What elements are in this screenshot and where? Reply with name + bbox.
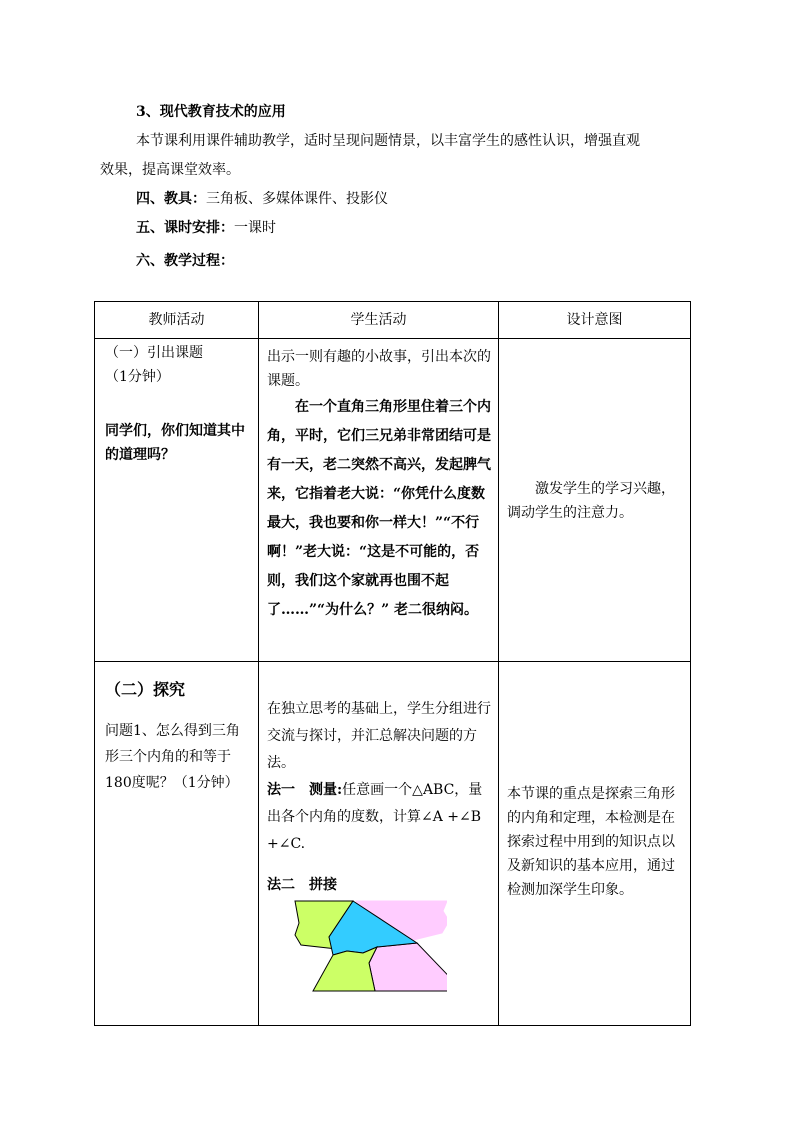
header-student: 学生活动 — [259, 302, 499, 339]
pink-piece-bottom — [369, 943, 447, 991]
method1-text: 任意画一个△ABC，量出各个内角的度数，计算∠A +∠B +∠C. — [267, 782, 483, 852]
teacher-question: 同学们，你们知道其中的道理吗？ — [105, 423, 245, 463]
design-text: 激发学生的学习兴趣，调动学生的注意力。 — [507, 481, 675, 521]
header-teacher: 教师活动 — [95, 302, 259, 339]
paragraph-line: 本节课利用课件辅助教学，适时呈现问题情景，以丰富学生的感性认识，增强直观 — [136, 133, 640, 149]
student-intro: 在独立思考的基础上，学生分组进行交流与探讨，并汇总解决问题的方法。 — [267, 701, 491, 771]
paragraph-line: 效果，提高课堂效率。 — [100, 162, 240, 178]
design-text: 本节课的重点是探索三角形的内角和定理，本检测是在探索过程中用到的知识点以及新知识的基本应用，通过检测加深学生印象。 — [507, 785, 675, 898]
student-intro: 出示一则有趣的小故事，引出本次的课题。 — [267, 349, 491, 389]
process-heading: 六、教学过程： — [136, 253, 234, 269]
section-heading: 3、现代教育技术的应用 — [136, 104, 286, 120]
tools-line — [136, 185, 388, 214]
tools-label: 四、教具： — [136, 191, 206, 207]
method1 — [267, 777, 491, 858]
triangle-pieces-figure — [267, 899, 447, 993]
tools-value: 三角板、多媒体课件、投影仪 — [206, 191, 388, 207]
schedule-line — [136, 214, 276, 243]
teacher-cell — [95, 339, 259, 662]
table-row — [95, 662, 691, 1026]
teacher-title: （二）探究 — [105, 680, 186, 699]
teacher-time: （1分钟） — [105, 369, 170, 385]
student-story: 在一个直角三角形里住着三个内角，平时，它们三兄弟非常团结可是有一天，老二突然不高兴，发起脾气来，它指着老大说：“你凭什么度数最大，我也要和你一样大！”“不行啊！”老大说：“这是不可能的，否则，我们这个家就再也围不起了……”“为什么？” 老二很纳闷。 — [267, 399, 491, 618]
lesson-table — [94, 301, 691, 1026]
teacher-title: （一）引出课题 — [105, 345, 203, 361]
method2-label: 法二 拼接 — [267, 877, 337, 893]
schedule-value: 一课时 — [234, 220, 276, 236]
table-header-row — [95, 302, 691, 339]
teacher-cell — [95, 662, 259, 1026]
table-row — [95, 339, 691, 662]
student-cell — [259, 339, 499, 662]
header-design: 设计意图 — [499, 302, 691, 339]
teacher-question: 问题1、怎么得到三角形三个内角的和等于180度呢？（1分钟） — [105, 723, 240, 791]
student-cell — [259, 662, 499, 1026]
design-cell — [499, 662, 691, 1026]
method1-label: 法一 测量: — [267, 782, 343, 798]
design-cell — [499, 339, 691, 662]
schedule-label: 五、课时安排： — [136, 220, 234, 236]
green-piece-bottom — [313, 947, 377, 991]
